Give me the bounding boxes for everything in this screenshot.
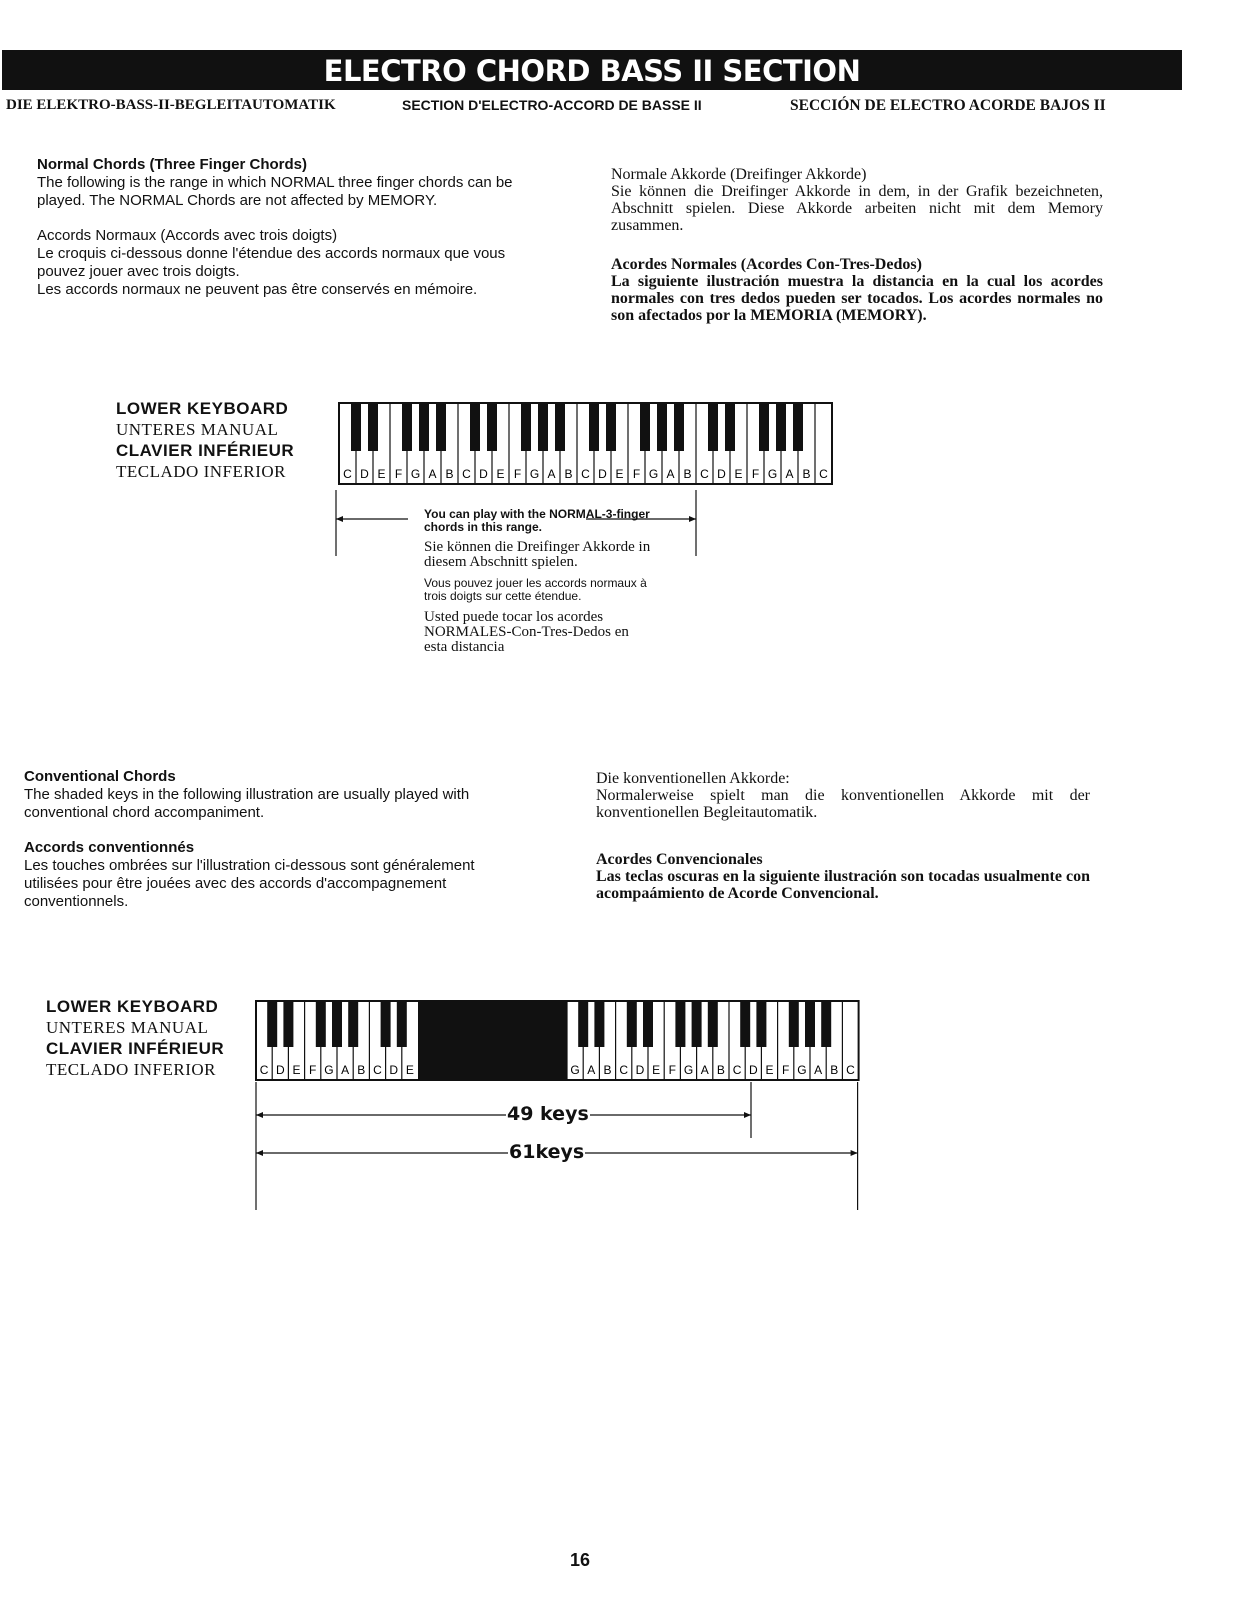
white-key-label-left: C (373, 1063, 382, 1077)
heading: Normale Akkorde (Dreifinger Akkorde) (611, 166, 867, 183)
black-key (267, 1001, 277, 1047)
white-key-label: A (428, 467, 437, 481)
white-key-label-right: G (683, 1063, 694, 1077)
paragraph: The shaded keys in the following illustration are usually played with conventional chord accompaniment. (24, 786, 470, 821)
black-key (821, 1001, 831, 1047)
white-key-label: D (717, 467, 726, 481)
white-key-label-right: E (765, 1063, 774, 1077)
label-french: CLAVIER INFÉRIEUR (116, 441, 295, 460)
subtitle-french: SECTION D'ELECTRO-ACCORD DE BASSE II (402, 97, 702, 113)
white-key-label: G (767, 467, 778, 481)
white-key-label-right: F (668, 1063, 676, 1077)
shaded-key-region (418, 1001, 567, 1080)
white-key-label-right: A (814, 1063, 823, 1077)
white-key-label-right: C (732, 1063, 742, 1077)
black-key (332, 1001, 342, 1047)
black-key (789, 1001, 799, 1047)
paragraph: Les touches ombrées sur l'illustration ci-dessous sont généralement utilisées pour être jouées avec des accords d'accompagnement conventionnels. (24, 857, 475, 910)
white-key-label-right: A (587, 1063, 596, 1077)
range-note-german: Sie können die Dreifinger Akkorde in diesem Abschnitt spielen. (424, 539, 651, 570)
white-key-label-right: G (797, 1063, 807, 1077)
paragraph: Las teclas oscuras en la siguiente ilustración son tocadas usualmente con acompaámiento de Acorde Convencional. (596, 868, 1090, 902)
label-german: UNTERES MANUAL (46, 1018, 209, 1037)
white-key-label-right: G (570, 1063, 580, 1077)
white-key-label: G (529, 467, 540, 481)
white-key-label-left: A (341, 1063, 350, 1077)
label-spanish: TECLADO INFERIOR (46, 1060, 216, 1079)
white-key-label: C (700, 467, 709, 481)
heading: Normal Chords (Three Finger Chords) (37, 156, 308, 173)
range-note-french: Vous pouvez jouer les accords normaux à trois doigts sur cette étendue. (424, 576, 647, 603)
black-key (643, 1001, 653, 1047)
heading: Accords conventionnés (24, 839, 195, 856)
white-key-label-left: D (389, 1063, 399, 1077)
label-french: CLAVIER INFÉRIEUR (46, 1039, 225, 1058)
subtitle-german: DIE ELEKTRO-BASS-II-BEGLEITAUTOMATIK (6, 97, 336, 113)
white-key-label: C (462, 467, 471, 481)
white-key-label: F (632, 467, 641, 481)
white-key-label-right: A (700, 1063, 709, 1077)
white-key-label: E (377, 467, 386, 481)
black-key (594, 1001, 604, 1047)
white-key-label: B (564, 467, 573, 481)
white-key-label-right: D (635, 1063, 645, 1077)
white-key-label-left: C (259, 1063, 269, 1077)
white-key-label: A (547, 467, 556, 481)
range-49-arrow-right (744, 1112, 751, 1118)
white-key-label-left: E (292, 1063, 301, 1077)
range-61-keys-label: 61keys (509, 1141, 585, 1163)
range-49-arrow-left (256, 1112, 263, 1118)
range-61-arrow-left (256, 1150, 263, 1156)
black-key (756, 1001, 766, 1047)
subtitle-spanish: SECCIÓN DE ELECTRO ACORDE BAJOS II (790, 97, 1106, 114)
label-spanish: TECLADO INFERIOR (116, 462, 286, 481)
section-title: ELECTRO CHORD BASS II SECTION (2, 50, 1182, 90)
white-key-label: G (648, 467, 659, 481)
white-key-label: A (785, 467, 794, 481)
black-key (708, 1001, 718, 1047)
heading: Accords Normaux (Accords avec trois doigts) (37, 227, 338, 244)
white-key-label: C (581, 467, 590, 481)
white-key-label: F (513, 467, 522, 481)
label-english: LOWER KEYBOARD (46, 997, 219, 1016)
paragraph: Normalerweise spielt man die konventionellen Akkorde mit der konventionellen Begleitautomatik. (596, 787, 1090, 821)
range-note-english: You can play with the NORMAL-3-finger chords in this range. (424, 507, 650, 534)
page-number: 16 (569, 1550, 591, 1570)
paragraph: The following is the range in which NORMAL three finger chords can be played. The NORMAL Chords are not affected by MEMORY. (37, 174, 513, 209)
white-key-label: B (445, 467, 454, 481)
black-key (627, 1001, 637, 1047)
heading: Acordes Normales (Acordes Con-Tres-Dedos) (611, 256, 922, 273)
paragraph: Les accords normaux ne peuvent pas être conservés en mémoire. (37, 281, 478, 298)
heading: Die konventionellen Akkorde: (596, 770, 790, 787)
label-german: UNTERES MANUAL (116, 420, 279, 439)
white-key-label-right: C (619, 1063, 629, 1077)
black-key (348, 1001, 358, 1047)
white-key-label-right: B (603, 1063, 612, 1077)
black-key (397, 1001, 407, 1047)
black-key (805, 1001, 815, 1047)
range-note-spanish: Usted puede tocar los acordes NORMALES-Con-Tres-Dedos en esta distancia (424, 609, 629, 655)
heading: Conventional Chords (24, 768, 176, 785)
white-key-label: D (598, 467, 607, 481)
white-key-label: G (410, 467, 421, 481)
white-key-label-right: B (716, 1063, 725, 1077)
heading: Acordes Convencionales (596, 851, 763, 868)
black-key (675, 1001, 685, 1047)
white-key-label-left: E (405, 1063, 414, 1077)
white-key-label: F (394, 467, 403, 481)
white-key-label-right: B (830, 1063, 839, 1077)
white-key-label: A (666, 467, 675, 481)
black-key (692, 1001, 702, 1047)
black-key (316, 1001, 326, 1047)
white-key-label-right: E (652, 1063, 661, 1077)
white-key-label: C (343, 467, 352, 481)
paragraph: La siguiente ilustración muestra la distancia en la cual los acordes normales con tres dedos pueden ser tocados. Los acordes normales no son afectados por la MEMORIA (MEMORY). (611, 273, 1103, 324)
white-key-label: E (734, 467, 743, 481)
black-key (381, 1001, 391, 1047)
range-49-keys-label: 49 keys (507, 1103, 589, 1125)
paragraph: Le croquis ci-dessous donne l'étendue des accords normaux que vous pouvez jouer avec trois doigts. (37, 245, 506, 280)
white-key-label: B (683, 467, 692, 481)
range-61-arrow-right (851, 1150, 858, 1156)
black-key (578, 1001, 588, 1047)
white-key-label-left: D (275, 1063, 285, 1077)
white-key-label-right: D (748, 1063, 758, 1077)
white-key-label: F (751, 467, 760, 481)
white-key-label-left: G (324, 1063, 334, 1077)
white-key-label: E (496, 467, 505, 481)
white-key-label-left: B (357, 1063, 366, 1077)
paragraph: Sie können die Dreifinger Akkorde in dem, in der Grafik bezeichneten, Abschnitt spielen. Diese Akkorde arbeiten nicht mit dem Memory zusammen. (611, 183, 1103, 234)
white-key-label-right: C (846, 1063, 855, 1077)
white-key-label: C (819, 467, 828, 481)
white-key-label: D (360, 467, 369, 481)
white-key-label-right: F (782, 1063, 790, 1077)
white-key-label-left: F (309, 1063, 317, 1077)
black-key (740, 1001, 750, 1047)
black-key (283, 1001, 293, 1047)
label-english: LOWER KEYBOARD (116, 399, 289, 418)
white-key-label: E (615, 467, 624, 481)
white-key-label: D (479, 467, 488, 481)
white-key-label: B (802, 467, 811, 481)
